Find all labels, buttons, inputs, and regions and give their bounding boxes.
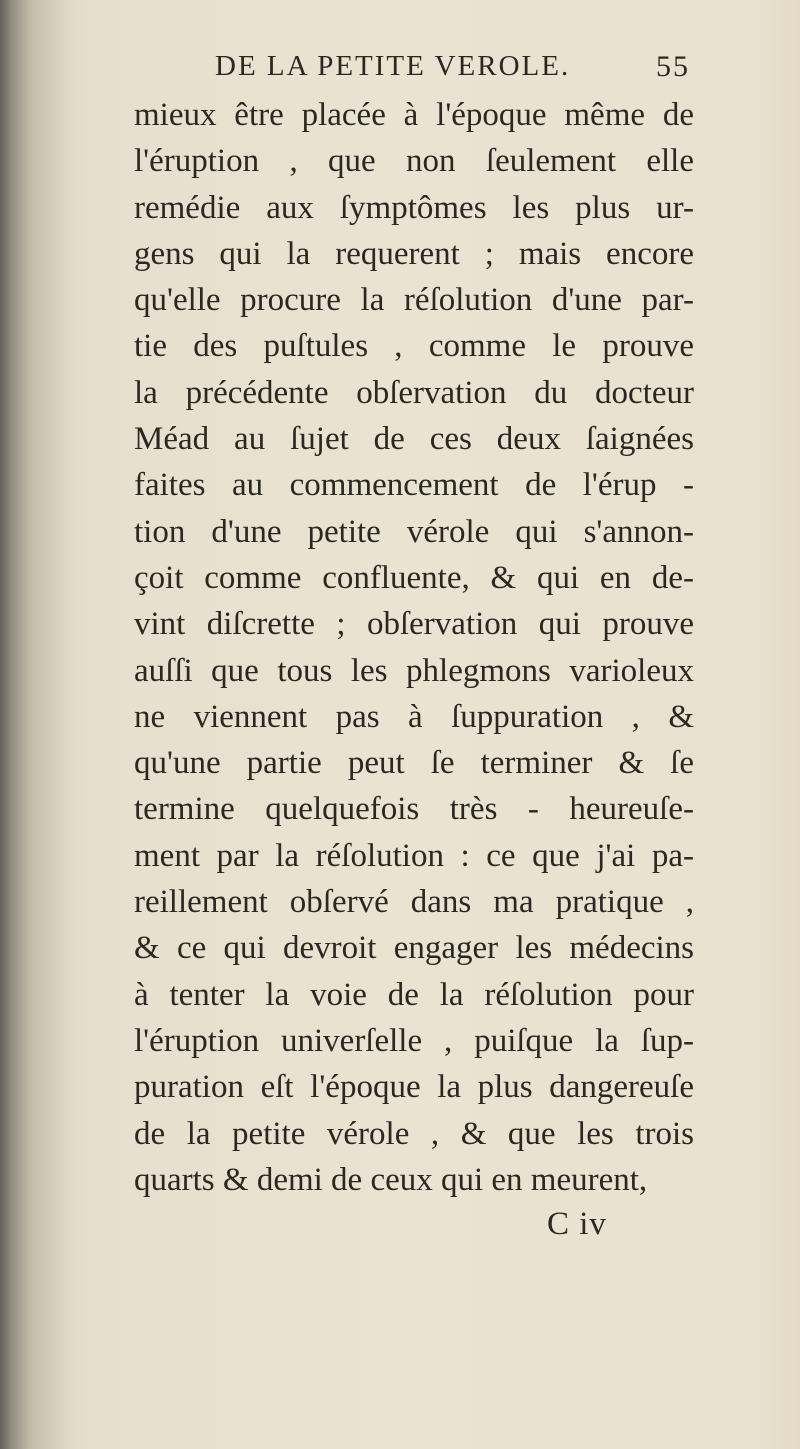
- text-line: l'éruption , que non ſeulement elle: [134, 143, 694, 180]
- text-line: qu'elle procure la réſolution d'une par-: [134, 282, 694, 319]
- text-line: mieux être placée à l'époque même de: [134, 97, 694, 133]
- text-line: de la petite vérole , & que les trois: [134, 1115, 694, 1152]
- text-line: qu'une partie peut ſe terminer & ſe: [134, 745, 694, 782]
- text-line: ne viennent pas à ſuppuration , &: [134, 698, 694, 735]
- page-number: 55: [656, 50, 690, 83]
- body-text: [134, 92, 694, 1203]
- text-line: termine quelquefois très - heureuſe-: [134, 791, 694, 828]
- text-line: la précédente obſervation du docteur: [134, 374, 694, 411]
- text-line: puration eſt l'époque la plus dangereuſe: [134, 1069, 694, 1106]
- text-line: auſſi que tous les phlegmons varioleux: [134, 652, 694, 689]
- text-line: ment par la réſolution : ce que j'ai pa-: [134, 837, 694, 874]
- running-title: DE LA PETITE VEROLE.: [215, 50, 571, 82]
- page-binding-shadow: [0, 0, 70, 1449]
- text-line: remédie aux ſymptômes les plus ur-: [134, 189, 694, 226]
- text-line: reillement obſervé dans ma pratique ,: [134, 884, 694, 921]
- text-line: Méad au ſujet de ces deux ſaignées: [134, 421, 694, 458]
- text-line: l'éruption univerſelle , puiſque la ſup-: [134, 1022, 694, 1059]
- text-line: tie des puſtules , comme le prouve: [134, 328, 694, 365]
- page-header: [215, 50, 690, 94]
- text-line: à tenter la voie de la réſolution pour: [134, 976, 694, 1013]
- text-line: çoit comme confluente, & qui en de-: [134, 559, 694, 596]
- text-line: & ce qui devroit engager les médecins: [134, 930, 694, 967]
- text-line: quarts & demi de ceux qui en meurent,: [134, 1161, 648, 1198]
- text-line: gens qui la requerent ; mais encore: [134, 235, 694, 272]
- text-line: tion d'une petite vérole qui s'annon-: [134, 513, 694, 550]
- text-line: faites au commencement de l'érup -: [134, 467, 694, 504]
- signature-mark: C iv: [547, 1206, 607, 1242]
- text-line: vint diſcrette ; obſervation qui prouve: [134, 606, 694, 643]
